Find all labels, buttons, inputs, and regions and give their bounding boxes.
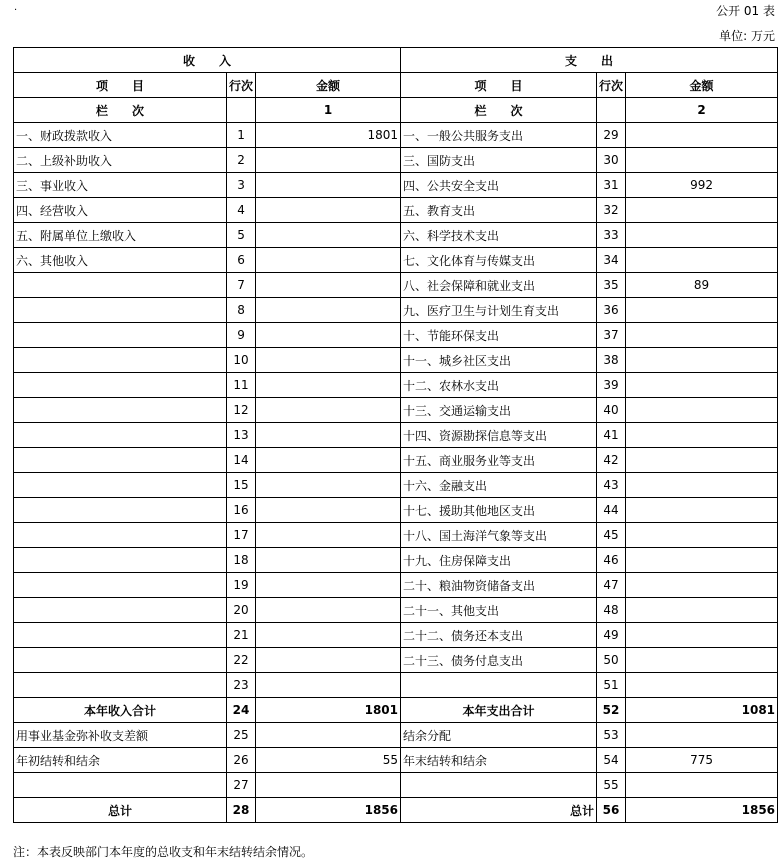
table-row xyxy=(14,373,778,398)
income-line: 12 xyxy=(227,398,256,423)
expense-amount xyxy=(626,248,778,273)
expense-amount xyxy=(626,423,778,448)
expense-amount xyxy=(626,598,778,623)
income-item: 六、其他收入 xyxy=(14,248,227,273)
table-row xyxy=(14,173,778,198)
income-item xyxy=(14,298,227,323)
expense-amount xyxy=(626,373,778,398)
expense-line: 47 xyxy=(597,573,626,598)
table-row xyxy=(14,723,778,748)
expense-total-line: 56 xyxy=(597,798,626,823)
table-row xyxy=(14,498,778,523)
expense-item: 十六、金融支出 xyxy=(401,473,597,498)
expense-subtotal-line: 52 xyxy=(597,698,626,723)
expense-item: 一、一般公共服务支出 xyxy=(401,123,597,148)
income-amount xyxy=(256,498,401,523)
income-line: 7 xyxy=(227,273,256,298)
expense-item: 二十三、债务付息支出 xyxy=(401,648,597,673)
income-amount xyxy=(256,173,401,198)
expense-item: 十、节能环保支出 xyxy=(401,323,597,348)
expense-line: 29 xyxy=(597,123,626,148)
expense-item: 八、社会保障和就业支出 xyxy=(401,273,597,298)
table-row xyxy=(14,198,778,223)
table-row xyxy=(14,673,778,698)
table-row xyxy=(14,273,778,298)
expense-amount: 775 xyxy=(626,748,778,773)
income-line: 13 xyxy=(227,423,256,448)
expense-line: 54 xyxy=(597,748,626,773)
income-amount xyxy=(256,648,401,673)
expense-line: 31 xyxy=(597,173,626,198)
income-line: 21 xyxy=(227,623,256,648)
expense-item: 十八、国土海洋气象等支出 xyxy=(401,523,597,548)
table-row xyxy=(14,598,778,623)
income-amount xyxy=(256,548,401,573)
expense-item: 年末结转和结余 xyxy=(401,748,597,773)
expense-item: 十七、援助其他地区支出 xyxy=(401,498,597,523)
income-amount xyxy=(256,598,401,623)
income-line: 16 xyxy=(227,498,256,523)
expense-line: 40 xyxy=(597,398,626,423)
income-item xyxy=(14,623,227,648)
income-item: 用事业基金弥补收支差额 xyxy=(14,723,227,748)
expense-item: 五、教育支出 xyxy=(401,198,597,223)
income-line-header: 行次 xyxy=(227,73,256,98)
expense-item: 十二、农林水支出 xyxy=(401,373,597,398)
income-item xyxy=(14,598,227,623)
expense-line-header: 行次 xyxy=(597,73,626,98)
table-row xyxy=(14,648,778,673)
expense-amount xyxy=(626,148,778,173)
income-line: 8 xyxy=(227,298,256,323)
expense-amount xyxy=(626,623,778,648)
table-row xyxy=(14,623,778,648)
expense-column-blank xyxy=(597,98,626,123)
expense-item xyxy=(401,673,597,698)
expense-line: 41 xyxy=(597,423,626,448)
expense-subtotal-amount: 1081 xyxy=(626,698,778,723)
expense-line: 49 xyxy=(597,623,626,648)
income-amount xyxy=(256,473,401,498)
income-item-header: 项 目 xyxy=(14,73,227,98)
income-subtotal-label: 本年收入合计 xyxy=(14,698,227,723)
income-amount xyxy=(256,248,401,273)
income-item xyxy=(14,523,227,548)
expense-item: 二十一、其他支出 xyxy=(401,598,597,623)
expense-line: 38 xyxy=(597,348,626,373)
income-line: 25 xyxy=(227,723,256,748)
table-row xyxy=(14,473,778,498)
expense-line: 34 xyxy=(597,248,626,273)
income-item xyxy=(14,398,227,423)
income-item xyxy=(14,473,227,498)
expense-item: 四、公共安全支出 xyxy=(401,173,597,198)
expense-item: 九、医疗卫生与计划生育支出 xyxy=(401,298,597,323)
expense-amount: 992 xyxy=(626,173,778,198)
expense-item xyxy=(401,773,597,798)
table-row xyxy=(14,423,778,448)
expense-amount xyxy=(626,123,778,148)
income-line: 15 xyxy=(227,473,256,498)
income-amount xyxy=(256,673,401,698)
income-item xyxy=(14,323,227,348)
expense-amount xyxy=(626,548,778,573)
income-item xyxy=(14,423,227,448)
expense-item: 二十二、债务还本支出 xyxy=(401,623,597,648)
expense-amount xyxy=(626,448,778,473)
header-row-1 xyxy=(14,48,778,73)
table-row xyxy=(14,298,778,323)
form-code: 公开 01 表 xyxy=(716,4,775,18)
expense-item: 三、国防支出 xyxy=(401,148,597,173)
income-amount xyxy=(256,448,401,473)
income-amount xyxy=(256,398,401,423)
expense-amount xyxy=(626,323,778,348)
income-amount xyxy=(256,373,401,398)
total-row xyxy=(14,798,778,823)
expense-item: 十四、资源勘探信息等支出 xyxy=(401,423,597,448)
expense-amount xyxy=(626,573,778,598)
expense-item: 七、文化体育与传媒支出 xyxy=(401,248,597,273)
income-header: 收 入 xyxy=(14,48,401,73)
expense-line: 53 xyxy=(597,723,626,748)
expense-amount xyxy=(626,673,778,698)
income-column-label: 栏 次 xyxy=(14,98,227,123)
expense-column-label: 栏 次 xyxy=(401,98,597,123)
table-row xyxy=(14,573,778,598)
expense-item: 结余分配 xyxy=(401,723,597,748)
income-subtotal-amount: 1801 xyxy=(256,698,401,723)
table-row xyxy=(14,448,778,473)
table-row xyxy=(14,223,778,248)
table-row xyxy=(14,323,778,348)
income-amount: 55 xyxy=(256,748,401,773)
expense-amount: 89 xyxy=(626,273,778,298)
expense-item: 六、科学技术支出 xyxy=(401,223,597,248)
expense-line: 44 xyxy=(597,498,626,523)
income-line: 14 xyxy=(227,448,256,473)
table-row xyxy=(14,148,778,173)
income-item xyxy=(14,648,227,673)
income-amount xyxy=(256,323,401,348)
subtotal-row xyxy=(14,698,778,723)
expense-amount xyxy=(626,348,778,373)
income-amount xyxy=(256,148,401,173)
income-amount xyxy=(256,348,401,373)
income-amount xyxy=(256,623,401,648)
table-row xyxy=(14,773,778,798)
expense-item: 十三、交通运输支出 xyxy=(401,398,597,423)
expense-amount xyxy=(626,498,778,523)
expense-amount xyxy=(626,198,778,223)
expense-line: 51 xyxy=(597,673,626,698)
income-amount xyxy=(256,773,401,798)
income-line: 17 xyxy=(227,523,256,548)
expense-amount xyxy=(626,298,778,323)
income-item xyxy=(14,548,227,573)
income-total-line: 28 xyxy=(227,798,256,823)
top-mark: . xyxy=(14,2,18,13)
expense-item: 十一、城乡社区支出 xyxy=(401,348,597,373)
income-line: 1 xyxy=(227,123,256,148)
expense-line: 45 xyxy=(597,523,626,548)
income-item xyxy=(14,348,227,373)
income-item: 一、财政拨款收入 xyxy=(14,123,227,148)
income-item xyxy=(14,373,227,398)
income-line: 27 xyxy=(227,773,256,798)
income-item xyxy=(14,273,227,298)
expense-amount xyxy=(626,398,778,423)
expense-line: 36 xyxy=(597,298,626,323)
income-line: 26 xyxy=(227,748,256,773)
income-total-amount: 1856 xyxy=(256,798,401,823)
income-line: 2 xyxy=(227,148,256,173)
expense-line: 50 xyxy=(597,648,626,673)
expense-amount xyxy=(626,648,778,673)
expense-subtotal-label: 本年支出合计 xyxy=(401,698,597,723)
footnote: 注：本表反映部门本年度的总收支和年末结转结余情况。 xyxy=(13,845,314,859)
expense-column-number: 2 xyxy=(626,98,778,123)
unit-label: 单位: 万元 xyxy=(719,29,775,43)
income-item: 年初结转和结余 xyxy=(14,748,227,773)
income-amount xyxy=(256,723,401,748)
income-amount xyxy=(256,223,401,248)
income-line: 4 xyxy=(227,198,256,223)
income-subtotal-line: 24 xyxy=(227,698,256,723)
income-line: 22 xyxy=(227,648,256,673)
income-line: 9 xyxy=(227,323,256,348)
table-row xyxy=(14,123,778,148)
table-row xyxy=(14,248,778,273)
header-row-3 xyxy=(14,98,778,123)
table-row xyxy=(14,548,778,573)
expense-amount xyxy=(626,723,778,748)
budget-table xyxy=(13,47,778,823)
income-line: 20 xyxy=(227,598,256,623)
expense-line: 55 xyxy=(597,773,626,798)
income-item xyxy=(14,498,227,523)
expense-total-amount: 1856 xyxy=(626,798,778,823)
income-item: 五、附属单位上缴收入 xyxy=(14,223,227,248)
expense-header: 支 出 xyxy=(401,48,778,73)
expense-item: 十九、住房保障支出 xyxy=(401,548,597,573)
income-line: 23 xyxy=(227,673,256,698)
income-total-label: 总计 xyxy=(14,798,227,823)
income-amount xyxy=(256,423,401,448)
income-item xyxy=(14,773,227,798)
expense-amount xyxy=(626,773,778,798)
expense-line: 42 xyxy=(597,448,626,473)
expense-item-header: 项 目 xyxy=(401,73,597,98)
expense-line: 35 xyxy=(597,273,626,298)
income-amount xyxy=(256,198,401,223)
income-item: 二、上级补助收入 xyxy=(14,148,227,173)
expense-amount xyxy=(626,473,778,498)
income-line: 5 xyxy=(227,223,256,248)
expense-item: 二十、粮油物资储备支出 xyxy=(401,573,597,598)
income-item xyxy=(14,673,227,698)
expense-line: 30 xyxy=(597,148,626,173)
table-row xyxy=(14,748,778,773)
expense-line: 46 xyxy=(597,548,626,573)
income-column-blank xyxy=(227,98,256,123)
income-line: 19 xyxy=(227,573,256,598)
expense-total-label: 总计 xyxy=(401,798,597,823)
expense-line: 39 xyxy=(597,373,626,398)
expense-line: 32 xyxy=(597,198,626,223)
income-line: 18 xyxy=(227,548,256,573)
income-column-number: 1 xyxy=(256,98,401,123)
expense-amount xyxy=(626,223,778,248)
expense-line: 48 xyxy=(597,598,626,623)
table-row xyxy=(14,348,778,373)
expense-line: 37 xyxy=(597,323,626,348)
expense-amount xyxy=(626,523,778,548)
income-line: 3 xyxy=(227,173,256,198)
income-item: 四、经营收入 xyxy=(14,198,227,223)
income-amount xyxy=(256,573,401,598)
header-row-2 xyxy=(14,73,778,98)
income-line: 11 xyxy=(227,373,256,398)
income-item xyxy=(14,448,227,473)
income-line: 10 xyxy=(227,348,256,373)
expense-item: 十五、商业服务业等支出 xyxy=(401,448,597,473)
table-row xyxy=(14,523,778,548)
income-amount-header: 金额 xyxy=(256,73,401,98)
income-item: 三、事业收入 xyxy=(14,173,227,198)
income-item xyxy=(14,573,227,598)
expense-line: 43 xyxy=(597,473,626,498)
income-amount xyxy=(256,523,401,548)
income-amount xyxy=(256,298,401,323)
income-amount xyxy=(256,273,401,298)
expense-amount-header: 金额 xyxy=(626,73,778,98)
table-row xyxy=(14,398,778,423)
income-amount: 1801 xyxy=(256,123,401,148)
income-line: 6 xyxy=(227,248,256,273)
expense-line: 33 xyxy=(597,223,626,248)
